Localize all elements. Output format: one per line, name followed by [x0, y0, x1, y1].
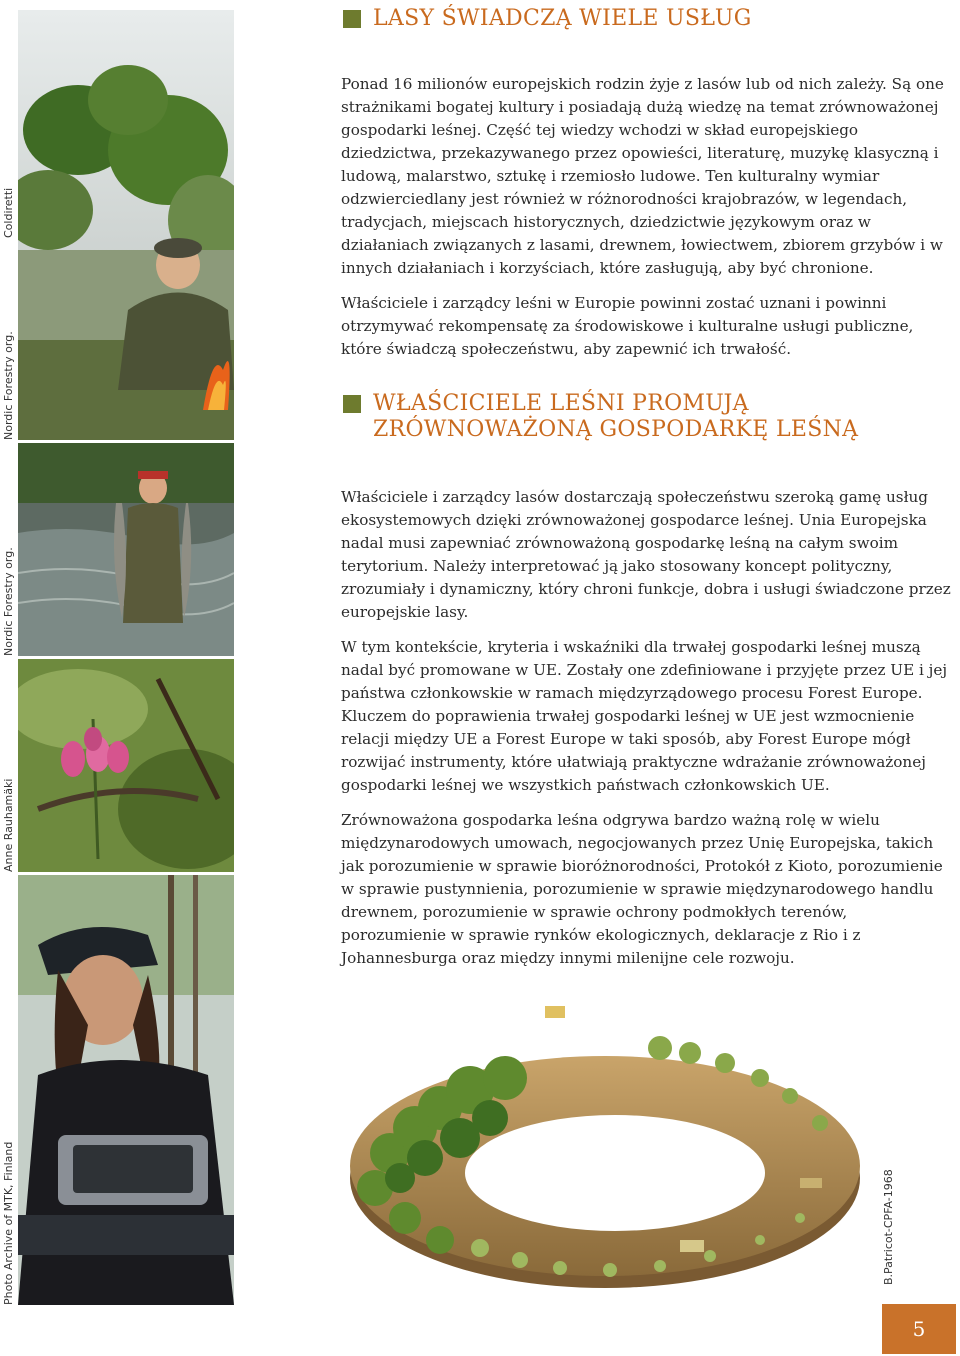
section-owners-body [341, 486, 956, 982]
heading-square-icon [343, 395, 361, 413]
section-heading-services: LASY ŚWIADCZĄ WIELE USŁUG [343, 6, 752, 32]
paragraph: Właściciele i zarządcy leśni w Europie powinni zostać uznani i powinni otrzymywać rekompensatę za środowiskowe i kulturalne usługi publiczne, które świadczą społeczeństwu, aby zapewnić ich trwałość. [341, 294, 914, 358]
page-number: 5 [882, 1304, 956, 1354]
photo-pink-flower [18, 659, 234, 872]
paragraph: W tym kontekście, kryteria i wskaźniki dla trwałej gospodarki leśnej muszą nadal być promowane w UE. Zostały one zdefiniowane i przyjęte przez UE i jej państwa członkowskie w ramach międzyrządowego procesu Forest Europe. Kluczem do poprawienia trwałej gospodarki leśnej w UE jest wzmocnienie relacji między UE a Forest Europe w taki sposób, aby Forest Europe mógł rozwijać instrumenty, które ułatwiają praktyczne wdrażanie zrównoważonej gospodarki leśnej we wszystkich państwach członkowskich UE. [341, 638, 948, 794]
section-heading-owners: WŁAŚCICIELE LEŚNI PROMUJĄ ZRÓWNOWAŻONĄ GOSPODARKĘ LEŚNĄ [343, 391, 858, 443]
heading-square-icon [343, 10, 361, 28]
section-services-body [341, 73, 956, 373]
photo-credit-nordic-forestry-2: Nordic Forestry org. [2, 547, 15, 656]
photo-credit-mtk: Photo Archive of MTK, Finland [2, 1141, 15, 1305]
paragraph: Właściciele i zarządcy lasów dostarczają społeczeństwu szeroką gamę usług ekosystemowych dzięki zrównoważonej gospodarce leśnej. Unia Europejska nadal musi zapewniać zrównoważoną gospodarkę leśną na całym swoim terytorium. Należy interpretować ją jako stosowany koncept polityczny, zrozumiały i dynamiczny, który chroni funkcje, dobra i usługi świadczone przez europejskie lasy. [341, 488, 951, 621]
photo-credit-anne-rauhamaki: Anne Rauhamäki [2, 778, 15, 872]
paragraph: Zrównoważona gospodarka leśna odgrywa bardzo ważną rolę w wielu międzynarodowych umowach, negocjowanych przez Unię Europejska, takich jak porozumienie w sprawie bioróżnorodności, Protokół z Kioto, porozumienie w sprawie pustynnienia, porozumienie w sprawie międzynarodowego handlu drewnem, porozumienie w sprawie ochrony podmokłych terenów, porozumienie w sprawie rynków ekologicznych, deklaracje z Rio i z Johannesburga oraz między innymi milenijne cele rozwoju. [341, 811, 943, 967]
photo-forest-fire [18, 10, 234, 440]
photo-credit-patricot: B.Patricot-CPFA-1968 [882, 1169, 895, 1285]
photo-credit-coldiretti: Coldiretti [2, 187, 15, 238]
photo-fisherman [18, 443, 234, 656]
paragraph: Ponad 16 milionów europejskich rodzin żyje z lasów lub od nich zależy. Są one strażnikami bogatej kultury i posiadają dużą wiedzę na temat zrównoważonej gospodarki leśnej. Część tej wiedzy wchodzi w skład europejskiego dziedzictwa, przekazywanego przez opowieści, literaturę, muzykę klasyczną i ludową, malarstwo, sztukę i rzemiosło ludowe. Ten kulturalny wymiar odzwierciedlany jest również w różnorodności krajobrazów, w legendach, tradycjach, miejscach historycznych, dziedzictwie językowym oraz w działaniach związanych z lasami, drewnem, łowiectwem, zbiorem grzybów i w innych działaniach i korzyściach, które zasługują, aby być chronione. [341, 75, 944, 277]
photo-woman-tablet [18, 875, 234, 1305]
forest-cycle-illustration [330, 978, 870, 1296]
photo-credit-nordic-forestry-1: Nordic Forestry org. [2, 331, 15, 440]
